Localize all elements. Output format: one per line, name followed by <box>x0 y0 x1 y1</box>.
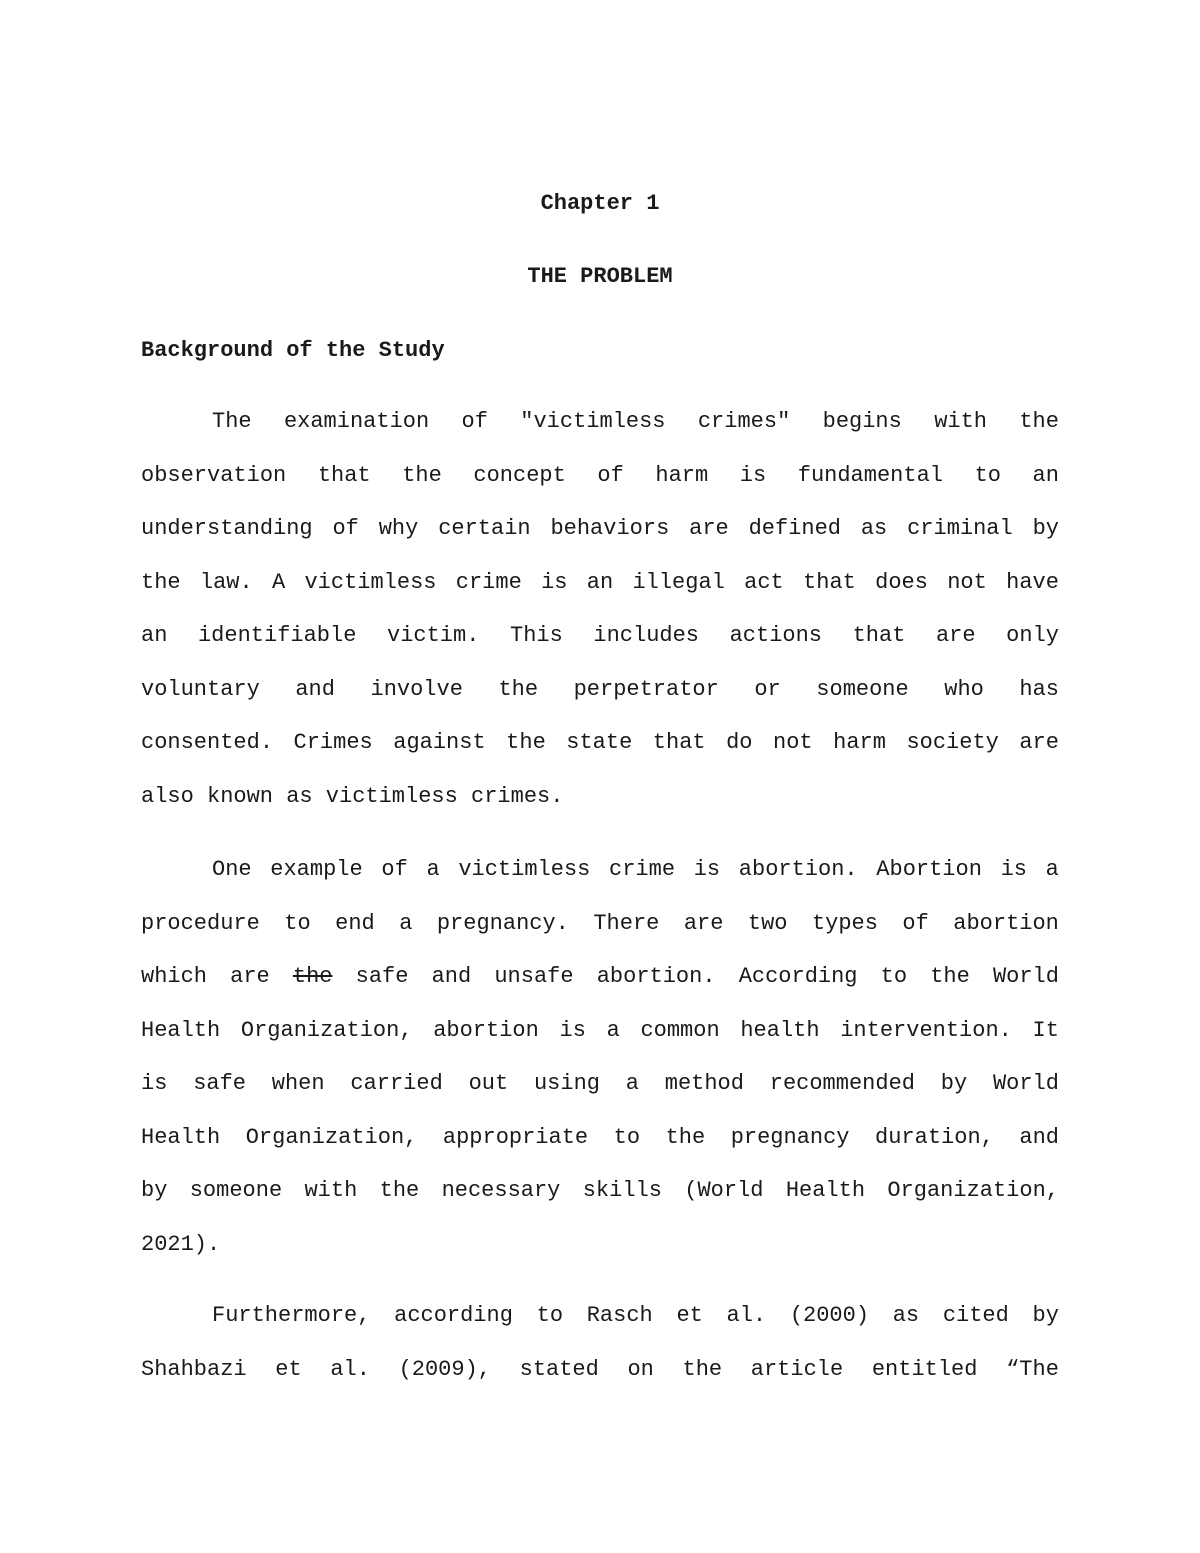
word: unsafe <box>494 964 574 989</box>
word: crime <box>609 857 676 882</box>
word: According <box>738 964 858 989</box>
word: procedure <box>141 910 260 936</box>
word: Organization, <box>887 1178 1059 1203</box>
paragraph-line <box>141 663 1059 717</box>
paragraph-line <box>141 1057 1059 1111</box>
word: A <box>271 569 286 595</box>
word: “The <box>1006 1356 1059 1382</box>
word: which <box>141 964 208 989</box>
word: not <box>947 569 987 595</box>
word: article <box>750 1356 844 1382</box>
word: a <box>606 1017 620 1043</box>
word: the <box>665 1124 706 1150</box>
word: illegal <box>632 569 725 595</box>
word: crime <box>455 569 522 595</box>
word: to <box>284 910 311 936</box>
word: This <box>510 623 563 648</box>
word: involve <box>370 676 463 702</box>
word: has <box>1019 676 1059 702</box>
word: and <box>1019 1124 1059 1150</box>
word: common <box>640 1017 720 1043</box>
word: World <box>992 1071 1059 1096</box>
word: of <box>902 910 929 936</box>
word: is <box>739 462 767 488</box>
word: why <box>378 516 419 541</box>
word: safe <box>355 964 409 989</box>
word: a <box>426 857 440 882</box>
word: intervention. <box>840 1017 1012 1043</box>
word: Health <box>141 1124 221 1150</box>
word: the <box>930 964 970 989</box>
word: actions <box>729 623 823 648</box>
word: that <box>852 623 906 648</box>
paragraph-line <box>141 1164 1059 1218</box>
word: abortion <box>433 1017 539 1043</box>
word: the <box>1019 409 1059 434</box>
word: necessary <box>441 1178 561 1203</box>
word: an <box>141 623 168 648</box>
paragraph-line <box>141 770 1059 824</box>
word: "victimless <box>520 409 666 434</box>
word: by <box>1032 516 1059 541</box>
word: of <box>332 516 359 541</box>
struck-word: the <box>292 964 333 989</box>
word: of <box>597 462 624 488</box>
paragraph-1 <box>141 395 1059 823</box>
word: with <box>304 1178 358 1203</box>
word: are <box>935 623 976 648</box>
word: to <box>974 462 1001 488</box>
word: to <box>880 964 908 989</box>
word: health <box>740 1017 820 1043</box>
word: Abortion <box>876 857 982 882</box>
word: as <box>892 1303 920 1328</box>
word: is <box>1000 857 1027 882</box>
word: that <box>652 730 706 755</box>
word: the <box>506 730 546 755</box>
word: Furthermore, <box>212 1303 371 1328</box>
word: pregnancy <box>730 1124 850 1150</box>
word: It <box>1032 1017 1059 1043</box>
word: cited <box>942 1303 1009 1328</box>
word: Health <box>785 1178 866 1203</box>
word: abortion. <box>596 964 716 989</box>
word: entitled <box>871 1356 978 1382</box>
word: who <box>944 676 984 702</box>
word: (2009), <box>398 1356 491 1382</box>
word: of <box>381 857 408 882</box>
word: et <box>275 1356 302 1382</box>
word: There <box>593 910 660 936</box>
word: concept <box>473 462 566 488</box>
word: the <box>682 1356 723 1382</box>
paragraph-line <box>141 609 1059 663</box>
word: the <box>141 569 181 595</box>
word: a <box>399 910 413 936</box>
word: a <box>1045 857 1059 882</box>
word: certain <box>438 516 531 541</box>
paragraph-3 <box>141 1289 1059 1396</box>
word: someone <box>816 676 909 702</box>
word: two <box>747 910 788 936</box>
word: are <box>230 964 270 989</box>
word: criminal <box>907 516 1013 541</box>
word: et <box>676 1303 703 1328</box>
word: consented. <box>141 730 274 755</box>
word: abortion <box>953 910 1059 936</box>
word: act <box>744 569 784 595</box>
word: behaviors <box>550 516 670 541</box>
word: abortion. <box>738 857 858 882</box>
word: example <box>270 857 363 882</box>
word: only <box>1006 623 1059 648</box>
word: are <box>1019 730 1059 755</box>
word: or <box>754 676 781 702</box>
word: when <box>271 1071 325 1096</box>
word: identifiable <box>197 623 357 648</box>
section-heading: Background of the Study <box>141 338 445 363</box>
word: out <box>468 1071 509 1096</box>
word: carried <box>350 1071 443 1096</box>
word: stated <box>519 1356 599 1382</box>
word: pregnancy. <box>436 910 569 936</box>
word: by <box>141 1178 168 1203</box>
word: crimes" <box>697 409 791 434</box>
word: and <box>295 676 335 702</box>
word: state <box>566 730 633 755</box>
word: observation <box>141 462 287 488</box>
word: harm <box>655 462 709 488</box>
word: to <box>536 1303 564 1328</box>
word: One <box>212 857 252 882</box>
word: understanding <box>141 516 313 541</box>
word: Health <box>141 1017 221 1043</box>
word: voluntary <box>141 676 260 702</box>
paragraph-line <box>141 1111 1059 1165</box>
word: is <box>693 857 721 882</box>
word: is <box>559 1017 586 1043</box>
word: using <box>533 1071 600 1096</box>
word: 2021). <box>141 1231 221 1257</box>
word: Organization, <box>245 1124 418 1150</box>
chapter-title: THE PROBLEM <box>527 264 673 289</box>
word: begins <box>822 409 902 434</box>
paragraph-line <box>141 502 1059 556</box>
word: an <box>1032 462 1059 488</box>
word: have <box>1006 569 1059 595</box>
word: method <box>664 1071 744 1096</box>
paragraph-line <box>141 1289 1059 1343</box>
word: are <box>689 516 729 541</box>
word: appropriate <box>442 1124 589 1150</box>
word: someone <box>189 1178 283 1203</box>
word: an <box>586 569 614 595</box>
paragraph-line <box>141 843 1059 897</box>
word: known <box>207 783 274 809</box>
paragraph-line <box>141 556 1059 610</box>
word: society <box>906 730 999 755</box>
word: World <box>992 964 1059 989</box>
word: is <box>541 569 568 595</box>
word: victimless <box>325 783 458 809</box>
word: skills <box>582 1178 662 1203</box>
word: includes <box>593 623 700 648</box>
word: law. <box>199 569 253 595</box>
word: not <box>773 730 813 755</box>
paragraph-line <box>141 395 1059 449</box>
word: harm <box>833 730 886 755</box>
word: a <box>625 1071 639 1096</box>
word: The <box>212 409 252 434</box>
chapter-number: Chapter 1 <box>540 191 660 216</box>
word: the <box>402 462 442 488</box>
paragraph-line <box>141 950 1059 1004</box>
word: also <box>141 783 194 809</box>
paragraph-line <box>141 449 1059 503</box>
word: the <box>379 1178 420 1203</box>
word: of <box>461 409 488 434</box>
word: (2000) <box>789 1303 870 1328</box>
word: is <box>141 1071 168 1096</box>
word: fundamental <box>797 462 943 488</box>
word: Crimes <box>293 730 373 755</box>
word: safe <box>193 1071 246 1096</box>
word: that <box>803 569 856 595</box>
word: defined <box>748 516 841 541</box>
paragraph-line <box>141 1004 1059 1058</box>
word: against <box>393 730 486 755</box>
word: by <box>940 1071 968 1096</box>
paragraph-line <box>141 716 1059 770</box>
word: al. <box>330 1356 370 1382</box>
word: as <box>286 783 313 809</box>
word: victimless <box>458 857 591 882</box>
word: by <box>1032 1303 1059 1328</box>
word: crimes. <box>471 783 564 809</box>
word: according <box>394 1303 513 1328</box>
word: victimless <box>304 569 437 595</box>
paragraph-line <box>141 1218 1059 1272</box>
word: perpetrator <box>573 676 719 702</box>
word: end <box>335 910 375 936</box>
word: do <box>726 730 753 755</box>
word: are <box>683 910 724 936</box>
word: recommended <box>769 1071 915 1096</box>
paragraph-line <box>141 1343 1059 1397</box>
paragraph-line <box>141 897 1059 951</box>
word: that <box>317 462 371 488</box>
word: does <box>875 569 928 595</box>
paragraph-2 <box>141 843 1059 1271</box>
word: Shahbazi <box>141 1356 247 1382</box>
word: Rasch <box>586 1303 653 1328</box>
word: on <box>627 1356 654 1382</box>
word: the <box>498 676 539 702</box>
word: as <box>860 516 888 541</box>
word: types <box>811 910 878 936</box>
word: (World <box>684 1178 764 1203</box>
word: and <box>431 964 472 989</box>
word: victim. <box>387 623 480 648</box>
word: al. <box>726 1303 767 1328</box>
word: duration, <box>875 1124 994 1150</box>
word: Organization, <box>240 1017 413 1043</box>
word: to <box>613 1124 641 1150</box>
word: examination <box>283 409 430 434</box>
word: with <box>934 409 987 434</box>
